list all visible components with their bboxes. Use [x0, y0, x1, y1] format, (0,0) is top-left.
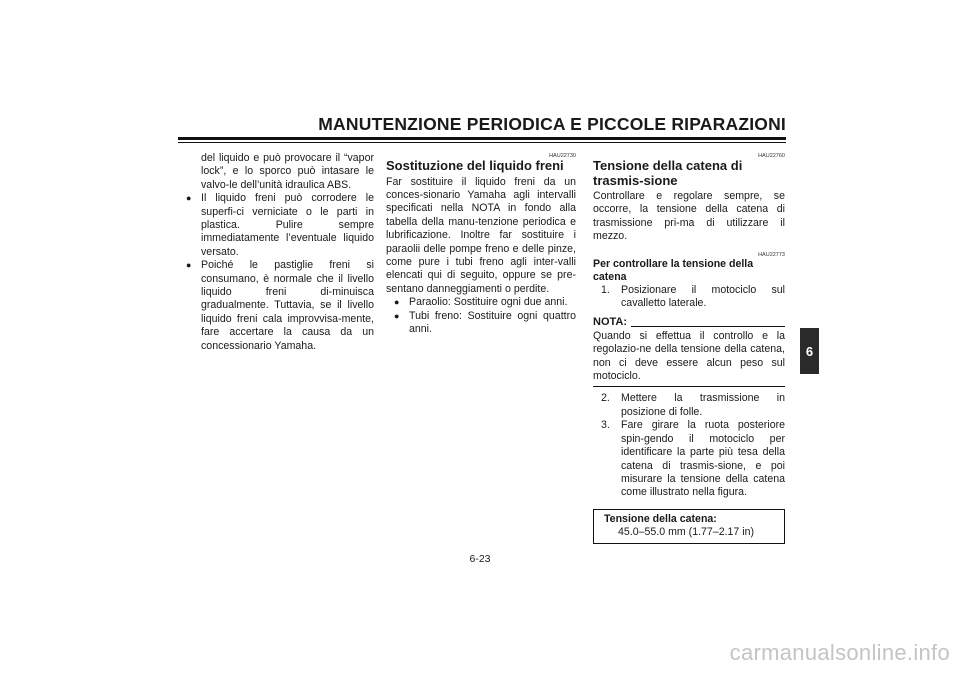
- section-code: HAU22760: [758, 153, 785, 159]
- section-body: Controllare e regolare sempre, se occorre, la tensione della catena di trasmissione pri-ma di utilizzare il mezzo.: [593, 190, 785, 243]
- note-label: NOTA:: [593, 316, 628, 329]
- section-code: HAU22730: [549, 153, 576, 159]
- subsection-code: HAU22773: [758, 251, 785, 258]
- watermark: carmanualsonline.info: [729, 640, 950, 665]
- bullet-icon: ●: [394, 310, 400, 321]
- header-rule-thin: [178, 142, 786, 143]
- bullet-icon: ●: [186, 193, 192, 204]
- list-item: [186, 192, 374, 259]
- step-number: 3.: [601, 419, 610, 432]
- column-left: [186, 152, 374, 353]
- subsection-heading: Per controllare la tensione della catena: [593, 257, 754, 283]
- note-header: [593, 316, 785, 329]
- note-text: Quando si effettua il controllo e la regolazio-ne della tensione della catena, non ci deve essere alcun peso sul motociclo.: [593, 329, 785, 383]
- spec-value: 45.0–55.0 mm (1.77–2.17 in): [618, 525, 755, 538]
- section-body: Far sostituire il liquido freni da un conces-sionario Yamaha agli intervalli specificati nella NOTA in fondo alla tabella della manu-tenzione periodica e lubrificazione. Inoltre far sostituire i paraolii delle pompe freno e delle pinze, come pure i tubi freno agli inter-valli elencati qui di seguito, oppure se pre-sentano danneggiamenti o perdite.: [386, 175, 576, 295]
- step-item: [593, 284, 785, 311]
- step-number: 2.: [601, 392, 610, 405]
- page-number: 6-23: [469, 553, 491, 565]
- page-title: MANUTENZIONE PERIODICA E PICCOLE RIPARAZIONI: [318, 114, 786, 134]
- chapter-tab: 6: [800, 328, 819, 374]
- bullet-text: Tubi freno: Sostituire ogni quattro anni.: [409, 309, 576, 335]
- bullet-text: Poiché le pastiglie freni si consumano, è normale che il livello liquido freni di-minuisca gradualmente. Tuttavia, se il livello liquido freni cala improvvisa-mente, fare accertare la causa da un concessionario Yamaha.: [201, 259, 374, 352]
- list-item: [386, 296, 576, 309]
- step-item: [593, 419, 785, 499]
- step-item: [593, 392, 785, 419]
- intro-paragraph: del liquido e può provocare il “vapor lock”, e lo sporco può intasare le valvo-le dell’unità idraulica ABS.: [201, 152, 374, 191]
- bullet-icon: ●: [186, 260, 192, 271]
- section-heading: Tensione della catena di trasmis-sione: [593, 158, 743, 188]
- step-text: Fare girare la ruota posteriore spin-gendo il motociclo per identificare la parte più tesa della catena di trasmis-sione, e poi misurare la tensione della catena come illustrato nella figura.: [621, 419, 785, 499]
- section-heading: Sostituzione del liquido freni: [386, 158, 564, 173]
- step-text: Mettere la trasmissione in posizione di folle.: [621, 392, 785, 418]
- list-item: [186, 259, 374, 353]
- header-rule: [178, 137, 786, 140]
- step-number: 1.: [601, 283, 610, 296]
- bullet-text: Il liquido freni può corrodere le superfi-ci verniciate o le parti in plastica. Pulire sempre immediatamente l’eventuale liquido versato.: [201, 192, 374, 258]
- column-right: [593, 152, 785, 544]
- note-rule: [631, 326, 785, 327]
- bullet-text: Paraolio: Sostituire ogni due anni.: [409, 296, 568, 309]
- spec-title: Tensione della catena:: [604, 512, 717, 525]
- bullet-icon: ●: [394, 297, 400, 308]
- column-middle: [386, 152, 576, 336]
- step-text: Posizionare il motociclo sul cavalletto laterale.: [621, 283, 785, 310]
- list-item: [386, 310, 576, 337]
- note-end-rule: [593, 386, 785, 387]
- spec-box: [593, 509, 785, 544]
